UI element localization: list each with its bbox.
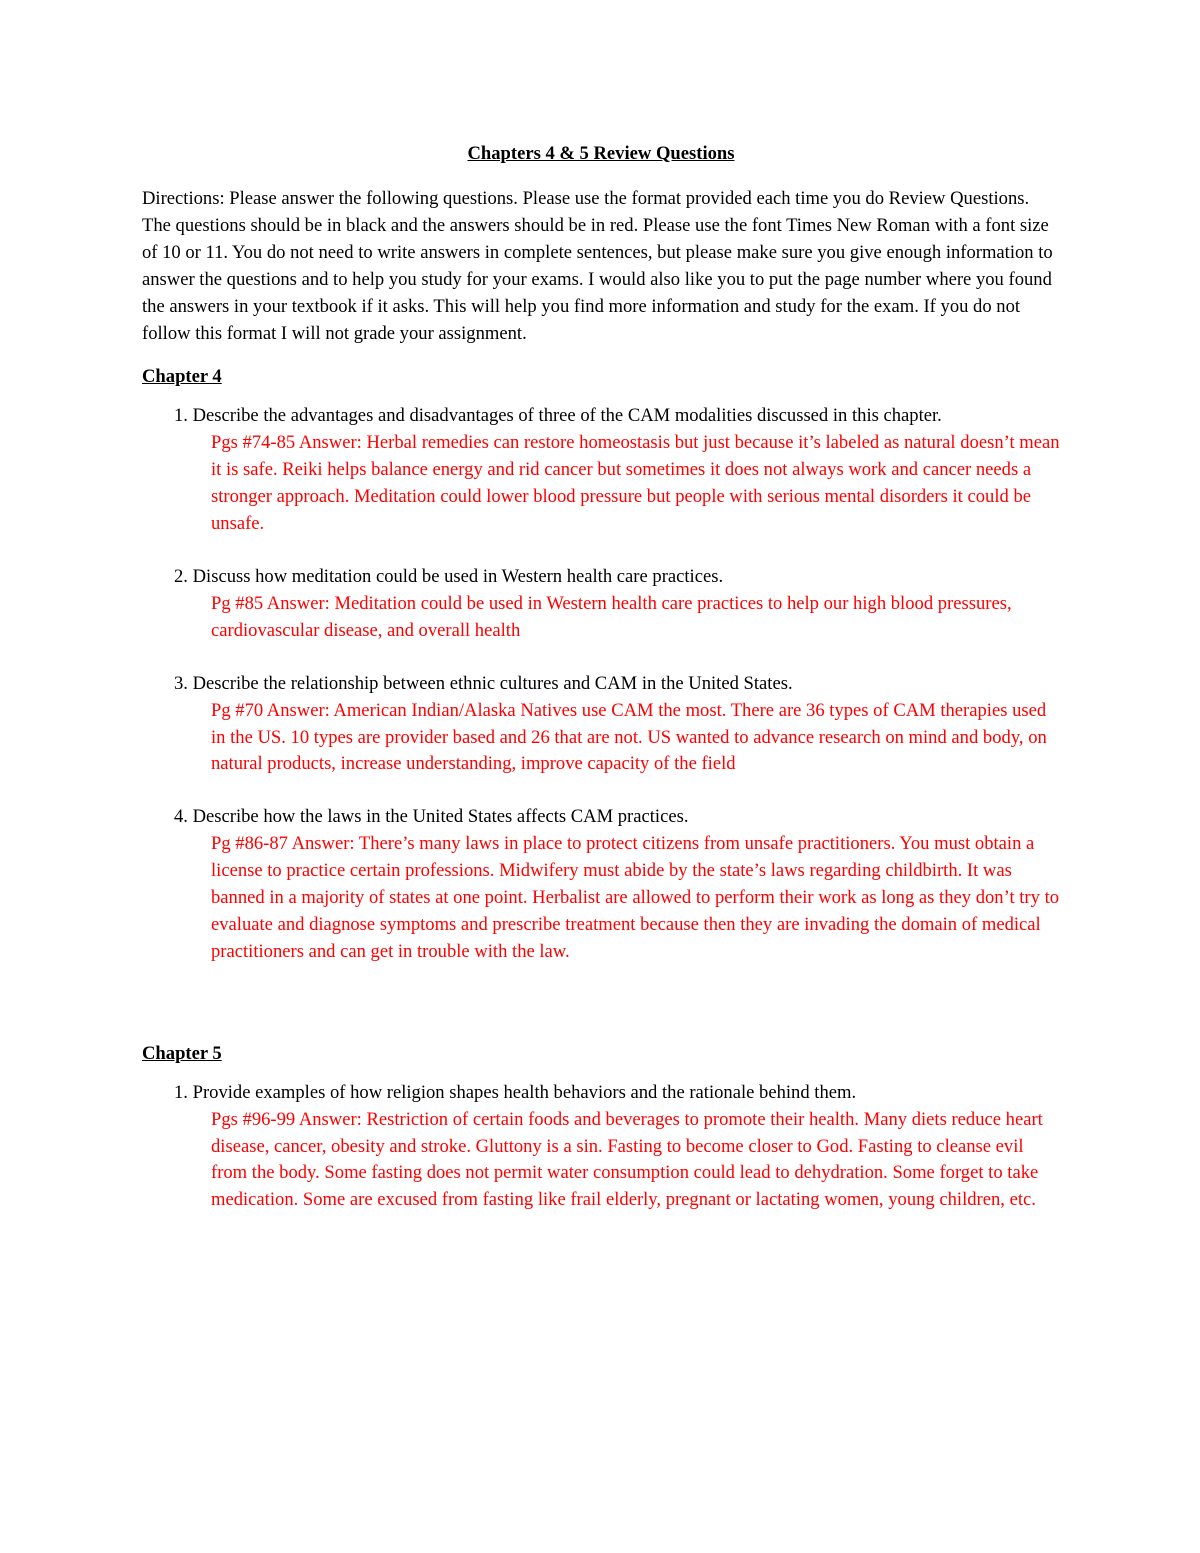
question-label: Describe the advantages and disadvantages of three of the CAM modalities discussed in this chapter. <box>192 405 942 427</box>
chapter-4-question-list <box>142 403 1060 965</box>
chapter-5-heading: Chapter 5 <box>142 1042 222 1064</box>
document-page <box>142 140 1060 1240</box>
question-text <box>142 671 1060 698</box>
document-title: Chapters 4 & 5 Review Questions <box>467 143 735 164</box>
question-number: 2. <box>174 565 188 587</box>
chapter-4-question-3 <box>142 671 1060 779</box>
chapter-5-question-list <box>142 1080 1060 1215</box>
question-number: 1. <box>174 405 188 427</box>
chapter-4-question-2 <box>142 564 1060 645</box>
question-text <box>142 403 1060 430</box>
answer-text: Pg #70 Answer: American Indian/Alaska Natives use CAM the most. There are 36 types of CAM therapies used in the US. 10 types are provider based and 26 that are not. US wanted to advance research on mind and body, on natural products, increase understanding, improve capacity of the field <box>211 699 1047 775</box>
directions-paragraph: Directions: Please answer the following questions. Please use the format provided each time you do Review Questions. The questions should be in black and the answers should be in red. Please use the font Times New Roman with a font size of 10 or 11. You do not need to write answers in complete sentences, but please make sure you give enough information to answer the questions and to help you study for your exams. I would also like you to put the page number where you found the answers in your textbook if it asks. This will help you find more information and study for the exam. If you do not follow this format I will not grade your assignment. <box>142 188 1053 344</box>
chapter-4-question-4 <box>142 804 1060 965</box>
question-text <box>142 804 1060 831</box>
answer-text: Pg #86-87 Answer: There’s many laws in place to protect citizens from unsafe practitioners. You must obtain a license to practice certain professions. Midwifery must abide by the state’s laws regarding childbirth. It was banned in a majority of states at one point. Herbalist are allowed to perform their work as long as they don’t try to evaluate and diagnose symptoms and prescribe treatment because then they are invading the domain of medical practitioners and can get in trouble with the law. <box>211 833 1060 962</box>
answer-text: Pgs #96-99 Answer: Restriction of certain foods and beverages to promote their health. Many diets reduce heart disease, cancer, obesity and stroke. Gluttony is a sin. Fasting to become closer to God. Fasting to cleanse evil from the body. Some fasting does not permit water consumption could lead to dehydration. Some forget to take medication. Some are excused from fasting like frail elderly, pregnant or lactating women, young children, etc. <box>211 1108 1043 1211</box>
question-label: Describe the relationship between ethnic cultures and CAM in the United States. <box>192 672 793 694</box>
question-label: Discuss how meditation could be used in Western health care practices. <box>192 565 724 587</box>
question-number: 1. <box>174 1081 188 1103</box>
answer-text: Pg #85 Answer: Meditation could be used in Western health care practices to help our high blood pressures, cardiovascular disease, and overall health <box>211 592 1012 641</box>
question-number: 4. <box>174 806 188 828</box>
chapter-4-question-1 <box>142 403 1060 538</box>
chapter-5-question-1 <box>142 1080 1060 1215</box>
question-label: Provide examples of how religion shapes health behaviors and the rationale behind them. <box>192 1081 857 1103</box>
question-label: Describe how the laws in the United States affects CAM practices. <box>192 806 689 828</box>
question-text <box>142 1080 1060 1107</box>
section-spacer <box>142 992 1060 1040</box>
question-text <box>142 564 1060 591</box>
answer-text: Pgs #74-85 Answer: Herbal remedies can restore homeostasis but just because it’s labeled as natural doesn’t mean it is safe. Reiki helps balance energy and rid cancer but sometimes it does not always work and cancer needs a stronger approach. Meditation could lower blood pressure but people with serious mental disorders it could be unsafe. <box>211 432 1060 535</box>
question-number: 3. <box>174 672 188 694</box>
chapter-4-heading: Chapter 4 <box>142 366 222 388</box>
